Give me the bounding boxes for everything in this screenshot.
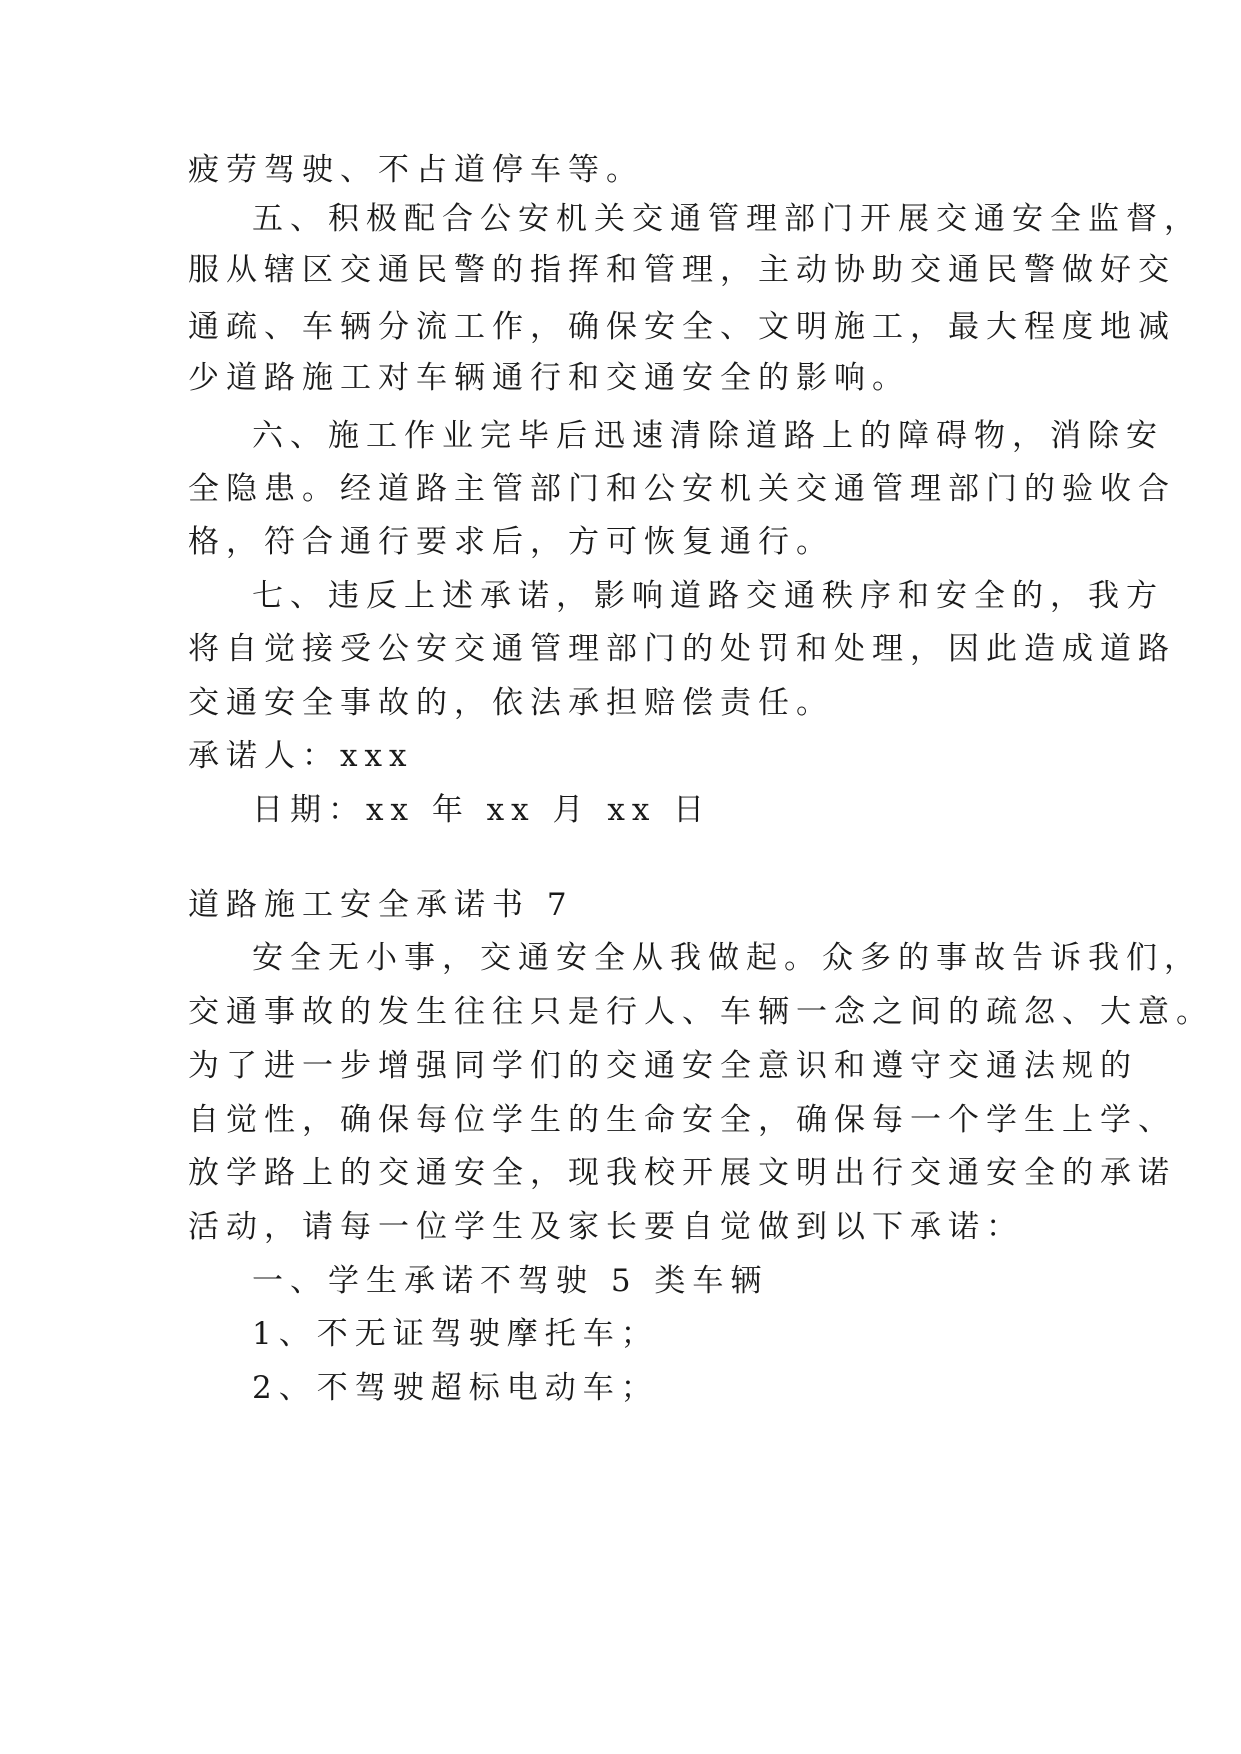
intro-line-4: 自觉性，确保每位学生的生命安全，确保每一个学生上学、 bbox=[188, 1102, 1176, 1138]
item-6-line-3: 格，符合通行要求后，方可恢复通行。 bbox=[188, 524, 834, 560]
item-5-line-4: 少道路施工对车辆通行和交通安全的影响。 bbox=[188, 360, 910, 396]
item-5-line-2: 服从辖区交通民警的指挥和管理，主动协助交通民警做好交 bbox=[188, 252, 1176, 288]
continuation-line: 疲劳驾驶、不占道停车等。 bbox=[188, 152, 644, 188]
item-7-line-2: 将自觉接受公安交通管理部门的处罚和处理，因此造成道路 bbox=[188, 631, 1176, 667]
item-6-line-2: 全隐患。经道路主管部门和公安机关交通管理部门的验收合 bbox=[188, 471, 1176, 507]
item-6-line-1: 六、施工作业完毕后迅速清除道路上的障碍物，消除安 bbox=[252, 418, 1164, 454]
intro-line-1: 安全无小事，交通安全从我做起。众多的事故告诉我们， bbox=[252, 940, 1202, 976]
intro-line-3: 为了进一步增强同学们的交通安全意识和遵守交通法规的 bbox=[188, 1048, 1138, 1084]
section-title: 道路施工安全承诺书 7 bbox=[188, 887, 574, 923]
promisor-signature: 承诺人：xxx bbox=[188, 738, 414, 774]
intro-line-5: 放学路上的交通安全，现我校开展文明出行交通安全的承诺 bbox=[188, 1155, 1176, 1191]
item-7-line-3: 交通安全事故的，依法承担赔偿责任。 bbox=[188, 685, 834, 721]
rule-1: 1、不无证驾驶摩托车； bbox=[252, 1316, 659, 1352]
item-5-line-1: 五、积极配合公安机关交通管理部门开展交通安全监督， bbox=[252, 201, 1202, 237]
intro-line-2: 交通事故的发生往往只是行人、车辆一念之间的疏忽、大意。 bbox=[188, 994, 1214, 1030]
item-5-line-3: 通疏、车辆分流工作，确保安全、文明施工，最大程度地减 bbox=[188, 309, 1176, 345]
item-7-line-1: 七、违反上述承诺，影响道路交通秩序和安全的，我方 bbox=[252, 578, 1164, 614]
signature-date: 日期：xx 年 xx 月 xx 日 bbox=[252, 792, 712, 828]
rule-2: 2、不驾驶超标电动车； bbox=[252, 1370, 659, 1406]
heading-1: 一、学生承诺不驾驶 5 类车辆 bbox=[252, 1263, 769, 1299]
intro-line-6: 活动，请每一位学生及家长要自觉做到以下承诺： bbox=[188, 1209, 1024, 1245]
